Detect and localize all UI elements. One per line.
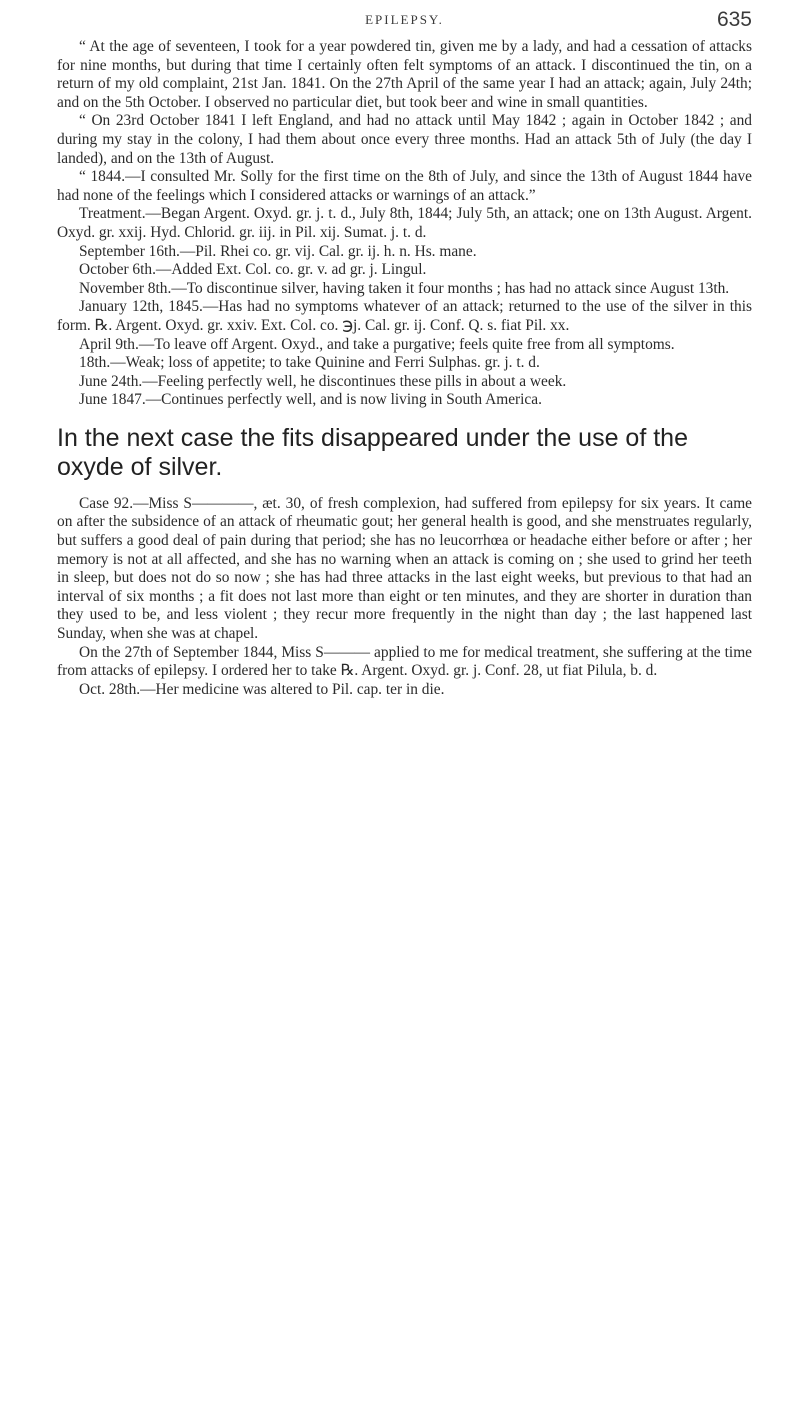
paragraph: “ 1844.—I consulted Mr. Solly for the first time on the 8th of July, and since the 13th of August 1844 have had none of the feelings which I considered attacks or warnings of an attack.” bbox=[57, 168, 752, 204]
paragraph: June 1847.—Continues perfectly well, and is now living in South America. bbox=[79, 391, 542, 409]
body-text bbox=[57, 38, 752, 699]
paragraph: October 6th.—Added Ext. Col. co. gr. v. ad gr. j. Lingul. bbox=[79, 261, 427, 279]
paragraph: “ At the age of seventeen, I took for a year powdered tin, given me by a lady, and had a cessation of attacks for nine months, but during that time I certainly often felt symptoms of an attack. I discontinued the tin, on a return of my old complaint, 21st Jan. 1841. On the 27th April of the same year I had an attack; again, July 24th; and on the 5th October. I observed no particular diet, but took beer and wine in small quantities. bbox=[57, 38, 752, 111]
case-paragraph: Oct. 28th.—Her medicine was altered to Pil. cap. ter in die. bbox=[79, 680, 445, 698]
page-number: 635 bbox=[716, 8, 752, 31]
paragraph: Treatment.—Began Argent. Oxyd. gr. j. t. d., July 8th, 1844; July 5th, an attack; one on 13th August. Argent. Oxyd. gr. xxij. Hyd. Chlorid. gr. iij. in Pil. xij. Sumat. j. t. d. bbox=[57, 205, 752, 241]
paragraph: January 12th, 1845.—Has had no symptoms whatever of an attack; returned to the use of the silver in this form. ℞. Argent. Oxyd. gr. xxiv. Ext. Col. co. ℈j. Cal. gr. ij. Conf. Q. s. fiat Pil. xx. bbox=[57, 298, 752, 334]
paragraph: April 9th.—To leave off Argent. Oxyd., and take a purgative; feels quite free from all symptoms. bbox=[79, 335, 675, 353]
paragraph: 18th.—Weak; loss of appetite; to take Quinine and Ferri Sulphas. gr. j. t. d. bbox=[79, 354, 540, 372]
paragraph: June 24th.—Feeling perfectly well, he discontinues these pills in about a week. bbox=[79, 372, 567, 390]
paragraph: November 8th.—To discontinue silver, having taken it four months ; has had no attack since August 13th. bbox=[79, 279, 730, 297]
paragraph: September 16th.—Pil. Rhei co. gr. vij. Cal. gr. ij. h. n. Hs. mane. bbox=[79, 242, 477, 260]
section-heading: In the next case the fits disappeared under the use of the oxyde of silver. bbox=[57, 423, 688, 481]
case-paragraph: Case 92.—Miss S————, æt. 30, of fresh complexion, had suffered from epilepsy for six years. It came on after the subsidence of an attack of rheumatic gout; her general health is good, and she menstruates regularly, but suffers a good deal of pain during that period; she has no leucorrhœa or headache either before or after ; her memory is not at all affected, and she has no warning when an attack is coming on ; she used to grind her teeth in sleep, but does not do so now ; she has had three attacks in the last eight weeks, but previous to that had an interval of six months ; a fit does not last more than eight or ten minutes, and they are shorter in duration than they used to be, and less violent ; they recur more frequently in the night than day ; the last happened last Sunday, when she was at chapel. bbox=[57, 494, 752, 643]
paragraph: “ On 23rd October 1841 I left England, and had no attack until May 1842 ; again in October 1842 ; and during my stay in the colony, I had them about once every three months. Had an attack 5th of July (the day I landed), and on the 13th of August. bbox=[57, 112, 752, 167]
case-paragraph: On the 27th of September 1844, Miss S——— applied to me for medical treatment, she suffering at the time from attacks of epilepsy. I ordered her to take ℞. Argent. Oxyd. gr. j. Conf. 28, ut fiat Pilula, b. d. bbox=[57, 643, 752, 680]
running-title: EPILEPSY. bbox=[365, 12, 444, 27]
running-header bbox=[57, 10, 752, 40]
